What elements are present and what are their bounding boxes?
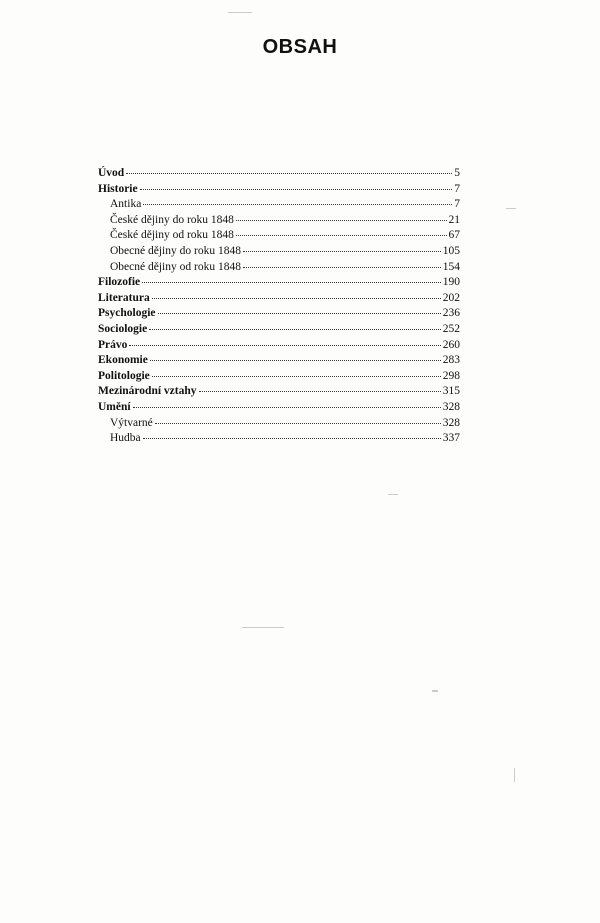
- toc-entry: [98, 275, 460, 291]
- dot-leader: [236, 235, 447, 236]
- toc-entry-page: 7: [454, 198, 460, 211]
- scan-speck: [514, 768, 515, 782]
- dot-leader: [152, 298, 441, 299]
- dot-leader: [126, 173, 452, 174]
- toc-entry: [98, 197, 460, 213]
- toc-entry-title: Sociologie: [98, 322, 148, 335]
- toc-entry: [98, 416, 460, 432]
- toc-entry-page: 283: [442, 354, 460, 367]
- toc-entry-page: 260: [442, 338, 460, 351]
- dot-leader: [155, 423, 441, 424]
- scan-speck: [506, 208, 516, 209]
- toc-entry: [98, 322, 460, 338]
- toc-entry-title: České dějiny do roku 1848: [110, 213, 234, 226]
- toc-entry-page: 7: [454, 182, 460, 195]
- dot-leader: [143, 438, 441, 439]
- toc-entry-title: Umění: [98, 400, 131, 413]
- toc-entry-page: 298: [442, 369, 460, 382]
- toc-entry-page: 236: [442, 307, 460, 320]
- toc-entry: [98, 431, 460, 447]
- toc-entry-page: 190: [442, 276, 460, 289]
- toc-entry-title: Literatura: [98, 291, 150, 304]
- toc-entry-page: 328: [442, 416, 460, 429]
- toc-entry-title: Psychologie: [98, 307, 156, 320]
- toc-entry-title: Mezinárodní vztahy: [98, 385, 197, 398]
- scan-speck: [242, 627, 284, 628]
- toc-entry-title: Úvod: [98, 167, 125, 179]
- toc-entry: [98, 400, 460, 416]
- toc-entry: [98, 353, 460, 369]
- toc-entry-title: Antika: [110, 198, 142, 211]
- dot-leader: [133, 407, 441, 408]
- toc-entry-title: Politologie: [98, 369, 150, 382]
- page-title: OBSAH: [262, 36, 338, 58]
- toc-entry-title: Obecné dějiny do roku 1848: [110, 244, 241, 257]
- toc-entry-title: Právo: [98, 338, 128, 351]
- scan-speck: [228, 12, 252, 13]
- toc-entry: [98, 260, 460, 276]
- dot-leader: [152, 376, 441, 377]
- dot-leader: [140, 189, 453, 190]
- toc-entry-page: 328: [442, 400, 460, 413]
- dot-leader: [149, 329, 441, 330]
- toc-entry-page: 105: [442, 244, 460, 257]
- scan-speck: [432, 690, 438, 692]
- dot-leader: [236, 220, 447, 221]
- dot-leader: [158, 313, 441, 314]
- toc-entry: [98, 213, 460, 229]
- dot-leader: [142, 282, 441, 283]
- toc-entry-title: Hudba: [110, 432, 141, 445]
- toc-entry: [98, 228, 460, 244]
- toc-entry-page: 67: [448, 229, 460, 242]
- toc-entry-page: 252: [442, 322, 460, 335]
- table-of-contents: [98, 166, 460, 447]
- toc-entry-page: 337: [442, 432, 460, 445]
- toc-entry-page: 21: [448, 213, 460, 226]
- toc-entry-title: Filozofie: [98, 276, 141, 289]
- dot-leader: [243, 251, 441, 252]
- toc-entry: [98, 306, 460, 322]
- dot-leader: [129, 345, 440, 346]
- dot-leader: [199, 391, 441, 392]
- toc-entry-page: 315: [442, 385, 460, 398]
- dot-leader: [243, 267, 441, 268]
- dot-leader: [143, 204, 452, 205]
- toc-entry-title: Obecné dějiny od roku 1848: [110, 260, 241, 273]
- toc-entry-page: 202: [442, 291, 460, 304]
- dot-leader: [150, 360, 441, 361]
- toc-entry: [98, 166, 460, 182]
- toc-entry: [98, 291, 460, 307]
- toc-entry-title: Výtvarné: [110, 416, 153, 429]
- toc-entry: [98, 384, 460, 400]
- toc-entry: [98, 182, 460, 198]
- toc-entry-title: České dějiny od roku 1848: [110, 229, 234, 242]
- toc-entry-title: Ekonomie: [98, 354, 148, 367]
- scan-speck: [388, 494, 398, 495]
- toc-entry: [98, 338, 460, 354]
- toc-entry-title: Historie: [98, 182, 138, 195]
- toc-entry-page: 5: [454, 167, 460, 179]
- toc-entry: [98, 244, 460, 260]
- toc-entry-page: 154: [442, 260, 460, 273]
- toc-entry: [98, 369, 460, 385]
